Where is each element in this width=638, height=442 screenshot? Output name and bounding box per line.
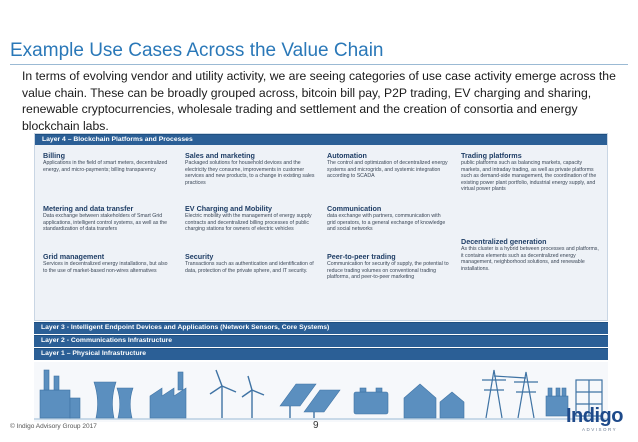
cell-trading <box>461 151 599 193</box>
slide-title: Example Use Cases Across the Value Chain <box>10 40 384 61</box>
cell-title: Decentralized generation <box>461 237 547 246</box>
transmission-tower-icon <box>482 370 538 418</box>
solar-panel-icon <box>280 384 340 418</box>
cell-title: EV Charging and Mobility <box>185 204 273 213</box>
cell-title: Metering and data transfer <box>43 204 134 213</box>
battery-icon <box>354 388 388 414</box>
cell-title: Grid management <box>43 252 105 261</box>
layer4-header: Layer 4 – Blockchain Platforms and Processes <box>35 134 607 145</box>
cell-sales <box>185 151 317 186</box>
infrastructure-illustration <box>34 362 608 422</box>
cell-body: Transactions such as authentication and identification of data, protection of the private sphere, and IT security. <box>185 261 314 274</box>
cooling-tower-icon <box>94 382 133 418</box>
cell-title: Automation <box>327 151 367 160</box>
cell-grid <box>43 252 171 274</box>
cell-communication <box>327 204 449 233</box>
cell-body: Communication for security of supply, the potential to reduce trading volumes on conventional trading platforms, and peer-to-peer marketing <box>327 261 449 281</box>
cell-title: Communication <box>327 204 382 213</box>
layer1-bar: Layer 1 – Physical Infrastructure <box>34 348 608 360</box>
cell-title: Billing <box>43 151 65 160</box>
cell-title: Security <box>185 252 214 261</box>
cell-body: Packaged solutions for household devices and the electricity they consume, improvements in customer services and new products, to a change in existing sales practices <box>185 160 315 186</box>
factory-icon <box>150 372 186 418</box>
cell-security <box>185 252 317 274</box>
cell-body: public platforms such as balancing markets, capacity markets, and intraday trading, as well as private platforms such as demand-side management, the coordination of the existing power plant portfolio, industrial energy supply, and virtual power plants <box>461 160 597 193</box>
house-icon <box>404 384 464 418</box>
layer3-bar: Layer 3 - Intelligent Endpoint Devices and Applications (Network Sensors, Core Systems) <box>34 322 608 334</box>
cell-body: Data exchange between stakeholders of Smart Grid applications, intelligent control systems, as well as the standardization of data transfers <box>43 213 167 233</box>
copyright-text: © Indigo Advisory Group 2017 <box>10 423 97 430</box>
cell-decentralized <box>461 237 599 272</box>
layer2-bar: Layer 2 - Communications Infrastructure <box>34 335 608 347</box>
cell-automation <box>327 151 449 180</box>
cell-body: Applications in the field of smart meters, decentralized energy, and micro-payments; billing transparency <box>43 160 168 173</box>
cell-body: Electric mobility with the management of energy supply contracts and decentralized billing processes of public charging stations for owners of electric vehicles <box>185 213 312 233</box>
company-logo-subtext: ADVISORY <box>582 427 618 432</box>
cell-title: Sales and marketing <box>185 151 255 160</box>
cell-metering <box>43 204 171 233</box>
company-logo: Indigo <box>566 405 623 427</box>
cell-body: Services in decentralized energy installations, but also to the use of market-based non-wires alternatives <box>43 261 168 274</box>
transformer-icon <box>546 388 568 416</box>
cell-body: The control and optimization of decentralized energy systems and microgrids, and systemic integration according to SCADA <box>327 160 448 180</box>
page-number: 9 <box>313 420 319 431</box>
cell-p2p <box>327 252 449 281</box>
power-plant-icon <box>40 370 80 418</box>
cell-billing <box>43 151 171 173</box>
intro-paragraph: In terms of evolving vendor and utility activity, we are seeing categories of use case activity emerge across the value chain. These can be broadly grouped across, bitcoin bill pay, P2P trading, EV charging and sharing, renewable cryptocurrencies, wholesale trading and settlement and the creation of consortia and energy blockchain labs. <box>22 69 616 133</box>
cell-title: Peer-to-peer trading <box>327 252 396 261</box>
cell-body: As this cluster is a hybrid between processes and platforms, it contains elements such as decentralized energy management, neighborhood solutions, and renewable installations. <box>461 246 599 272</box>
cell-ev <box>185 204 317 233</box>
layer4-panel <box>34 133 608 321</box>
title-divider <box>10 64 628 65</box>
cell-body: data exchange with partners, communication with grid operators, to a general exchange of knowledge and social networks <box>327 213 446 233</box>
wind-turbine-icon <box>210 370 264 418</box>
cell-title: Trading platforms <box>461 151 522 160</box>
infrastructure-strip <box>34 362 608 422</box>
